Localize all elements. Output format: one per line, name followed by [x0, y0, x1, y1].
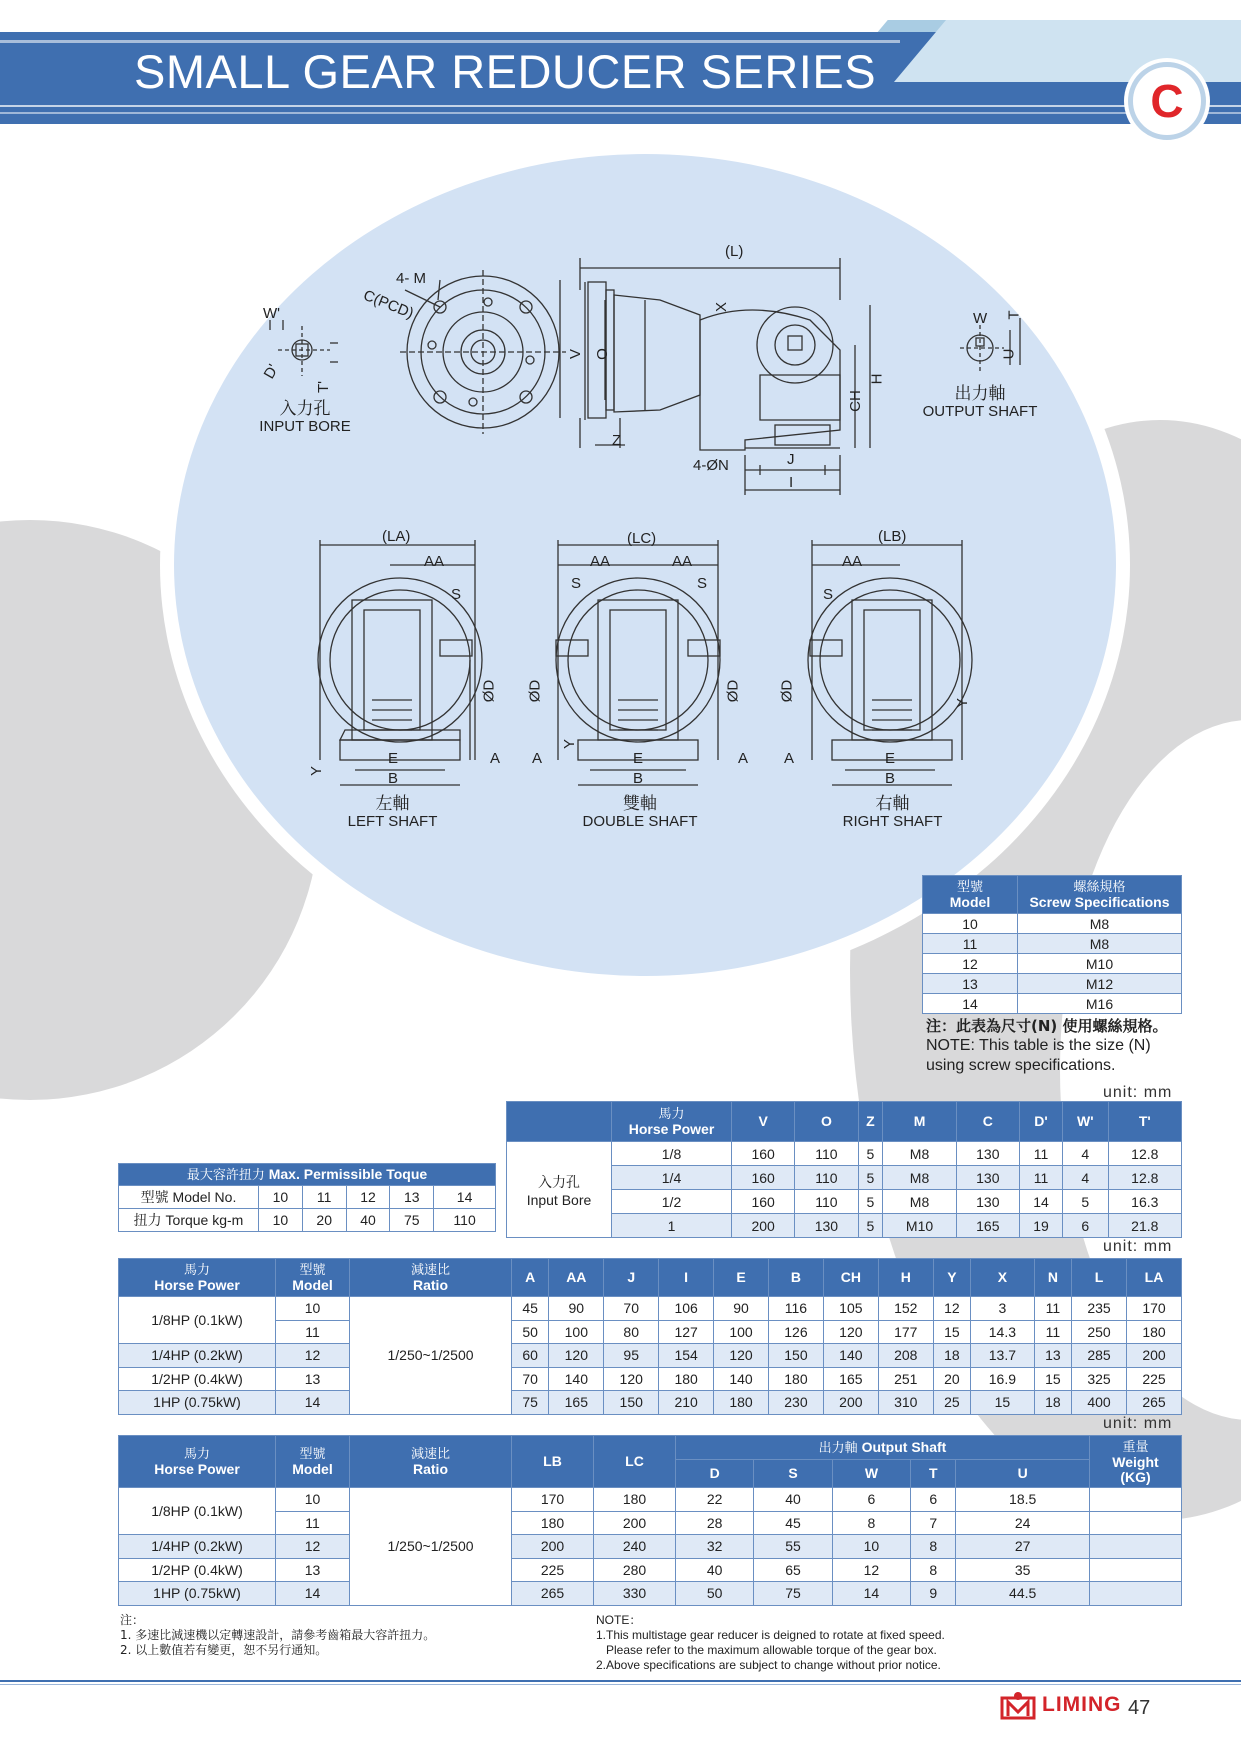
- table-row: 1/2HP (0.4kW) 13 225 280 40 65 12 8 35: [119, 1558, 1182, 1582]
- dim-s: S: [697, 575, 708, 592]
- col-aa: AA: [549, 1259, 604, 1297]
- caption-zh: 右軸: [875, 794, 910, 814]
- col-j: J: [604, 1259, 659, 1297]
- table-row: 1HP (0.75kW) 14 265 330 50 75 14 9 44.5: [119, 1582, 1182, 1606]
- col-ratio: 減速比 Ratio: [350, 1436, 512, 1488]
- dim-4n: 4-ØN: [693, 457, 729, 474]
- col-e: E: [714, 1259, 769, 1297]
- col-la: LA: [1127, 1259, 1182, 1297]
- dim-4m: 4- M: [396, 270, 426, 287]
- col-d1: D': [1019, 1102, 1062, 1142]
- dim-t: T: [1005, 310, 1023, 320]
- table-row: 10 M8: [923, 914, 1182, 934]
- dim-s: S: [451, 586, 462, 603]
- table-row: 13 M12: [923, 974, 1182, 994]
- caption-double-shaft: [575, 795, 705, 831]
- col-w: W: [832, 1460, 910, 1488]
- dim-d1: D': [260, 361, 283, 382]
- table-row: 1/4HP (0.2kW) 12 200 240 32 55 10 8 27: [119, 1535, 1182, 1559]
- dim-y: Y: [954, 697, 972, 709]
- dim-a: A: [738, 750, 749, 767]
- unit-label: unit: mm: [1103, 1238, 1173, 1255]
- table-row: 12 M10: [923, 954, 1182, 974]
- col-t: T: [911, 1460, 956, 1488]
- col-u: U: [956, 1460, 1090, 1488]
- row-label-input-bore: 入力孔 Input Bore: [507, 1142, 612, 1238]
- dim-s: S: [823, 586, 834, 603]
- col-z: Z: [858, 1102, 883, 1142]
- dim-aa: AA: [672, 553, 693, 570]
- screw-note-en-1: NOTE: This table is the size (N): [926, 1037, 1151, 1054]
- col-c: C: [956, 1102, 1019, 1142]
- note-line: 2. 以上數值若有變更，恕不另行通知。: [120, 1643, 328, 1657]
- dim-pcd: C(PCD): [360, 286, 416, 323]
- caption-zh: 左軸: [375, 794, 410, 814]
- dim-aa: AA: [842, 553, 863, 570]
- dimensions-table: [118, 1258, 1182, 1415]
- dim-y: Y: [308, 765, 326, 777]
- col-model: 型號 Model: [923, 876, 1018, 914]
- caption-en: RIGHT SHAFT: [842, 813, 943, 830]
- col-a: A: [512, 1259, 549, 1297]
- dim-b: B: [388, 770, 399, 787]
- col-v: V: [732, 1102, 795, 1142]
- col-ch: CH: [823, 1259, 878, 1297]
- right-shaft-drawing: [808, 540, 972, 785]
- col-horse-power: 馬力 Horse Power: [119, 1436, 276, 1488]
- torque-table: [118, 1163, 496, 1232]
- dim-v: V: [567, 348, 585, 360]
- section-tab: C: [1128, 62, 1206, 140]
- brand-logo: [1000, 1690, 1122, 1720]
- caption-zh: 出力軸: [954, 384, 1006, 404]
- dim-l: (L): [725, 243, 744, 260]
- col-y: Y: [933, 1259, 970, 1297]
- dim-aa: AA: [424, 553, 445, 570]
- dim-ch: CH: [846, 390, 864, 412]
- page-number: 47: [1128, 1697, 1151, 1719]
- col-model: 型號 Model: [276, 1436, 350, 1488]
- caption-left-shaft: [335, 795, 450, 831]
- note-head: 注：: [120, 1613, 145, 1627]
- dim-b: B: [633, 770, 644, 787]
- table-row: 11 50 100 80 127 100 126 120 177 15 14.3 11 250 180: [119, 1320, 1182, 1344]
- input-bore-table: [506, 1101, 1182, 1238]
- note-line: Please refer to the maximum allowable torque of the gear box.: [606, 1643, 937, 1657]
- dim-aa: AA: [590, 553, 611, 570]
- table-row: 入力孔 Input Bore 1/8 160 110 5 M8 130 11 4 12.8: [507, 1142, 1182, 1166]
- table-row: 型號 Model No. 10 11 12 13 14: [119, 1186, 496, 1209]
- col-h: H: [878, 1259, 933, 1297]
- note-line: 1.This multistage gear reducer is deigned to rotate at fixed speed.: [596, 1628, 945, 1642]
- col-w1: W': [1063, 1102, 1109, 1142]
- dim-phid: ØD: [526, 679, 544, 703]
- table-row: 1/4HP (0.2kW) 12 60 120 95 154 120 150 140 208 18 13.7 13 285 200: [119, 1344, 1182, 1368]
- col-blank: [507, 1102, 612, 1142]
- caption-en: LEFT SHAFT: [347, 813, 438, 830]
- screw-spec-table: [922, 875, 1182, 1014]
- dim-e: E: [388, 750, 399, 767]
- table-row: 扭力 Torque kg-m 10 20 40 75 110: [119, 1209, 496, 1232]
- unit-label: unit: mm: [1103, 1415, 1173, 1432]
- caption-right-shaft: [835, 795, 950, 831]
- col-model: 型號 Model: [276, 1259, 350, 1297]
- dim-o: O: [593, 348, 611, 360]
- caption-zh: 雙軸: [623, 794, 657, 814]
- dim-h: H: [868, 373, 886, 385]
- col-output-shaft: 出力軸 Output Shaft: [676, 1436, 1090, 1460]
- table-row: 1HP (0.75kW) 14 75 165 150 210 180 230 200 310 25 15 18 400 265: [119, 1391, 1182, 1415]
- dim-la: (LA): [382, 528, 411, 545]
- col-weight: 重量 Weight (KG): [1090, 1436, 1182, 1488]
- dim-w1: W': [263, 305, 281, 322]
- page-title: SMALL GEAR REDUCER SERIES: [134, 45, 877, 98]
- dim-a: A: [532, 750, 543, 767]
- caption-en: INPUT BORE: [259, 418, 351, 435]
- col-horse-power: 馬力 Horse Power: [119, 1259, 276, 1297]
- caption-en: OUTPUT SHAFT: [922, 403, 1038, 420]
- screw-note: [926, 1016, 1168, 1076]
- caption-output-shaft: [915, 385, 1045, 421]
- caption-en: DOUBLE SHAFT: [582, 813, 698, 830]
- col-lb: LB: [512, 1436, 594, 1488]
- table-row: 1 200 130 5 M10 165 19 6 21.8: [507, 1214, 1182, 1238]
- dim-i: I: [789, 474, 794, 491]
- col-b: B: [768, 1259, 823, 1297]
- dim-lb: (LB): [878, 528, 907, 545]
- col-s: S: [754, 1460, 832, 1488]
- table-row: 11 180 200 28 45 8 7 24: [119, 1511, 1182, 1535]
- caption-input-bore: [255, 400, 355, 436]
- dim-y: Y: [561, 738, 579, 750]
- dim-j: J: [787, 451, 795, 468]
- dim-w: W: [973, 310, 988, 327]
- dim-e: E: [885, 750, 896, 767]
- dim-u: U: [1000, 348, 1018, 360]
- output-shaft-drawing: [960, 318, 1020, 372]
- col-horse-power: 馬力 Horse Power: [612, 1102, 732, 1142]
- col-n: N: [1034, 1259, 1071, 1297]
- table-row: 1/8HP (0.1kW) 10 1/250~1/2500 170 180 22 40 6 6 18.5: [119, 1488, 1182, 1512]
- notes-english: [596, 1613, 945, 1673]
- note-line: 1. 多速比減速機以定轉速設計，請參考齒箱最大容許扭力。: [120, 1628, 436, 1642]
- col-o: O: [795, 1102, 858, 1142]
- note-head: NOTE：: [596, 1613, 642, 1627]
- flange-front-drawing: [400, 270, 566, 434]
- torque-table-title: 最大容許扭力 Max. Permissible Toque: [119, 1164, 496, 1186]
- dim-lc: (LC): [627, 530, 657, 547]
- dim-a: A: [784, 750, 795, 767]
- col-x: X: [971, 1259, 1035, 1297]
- table-row: 11 M8: [923, 934, 1182, 954]
- dim-x: X: [713, 301, 731, 313]
- table-row: 1/2HP (0.4kW) 13 70 140 120 180 140 180 165 251 20 16.9 15 325 225: [119, 1367, 1182, 1391]
- col-screw-spec: 螺絲規格 Screw Specifications: [1018, 876, 1182, 914]
- footer-rule: [0, 1684, 1241, 1685]
- dim-z: Z: [612, 432, 622, 449]
- dim-phid: ØD: [778, 679, 796, 703]
- brand-name: LIMING: [1042, 1693, 1122, 1716]
- dim-a: A: [490, 750, 501, 767]
- dim-t1: T': [315, 380, 333, 394]
- col-d: D: [676, 1460, 754, 1488]
- liming-logo-icon: [1000, 1690, 1036, 1720]
- dim-phid: ØD: [724, 679, 742, 703]
- col-i: I: [659, 1259, 714, 1297]
- unit-label: unit: mm: [1103, 1084, 1173, 1101]
- dim-s: S: [571, 575, 582, 592]
- col-lc: LC: [594, 1436, 676, 1488]
- left-shaft-drawing: [318, 540, 482, 785]
- output-shaft-table: [118, 1435, 1182, 1606]
- table-row: 1/4 160 110 5 M8 130 11 4 12.8: [507, 1166, 1182, 1190]
- dim-phid: ØD: [480, 679, 498, 703]
- col-m: M: [883, 1102, 956, 1142]
- notes-chinese: [120, 1613, 435, 1658]
- note-line: 2.Above specifications are subject to change without prior notice.: [596, 1658, 941, 1672]
- col-t1: T': [1108, 1102, 1181, 1142]
- screw-note-en-2: using screw specifications.: [926, 1057, 1116, 1074]
- dim-e: E: [633, 750, 644, 767]
- table-row: 14 M16: [923, 994, 1182, 1014]
- col-l: L: [1072, 1259, 1127, 1297]
- col-ratio: 減速比 Ratio: [350, 1259, 512, 1297]
- caption-zh: 入力孔: [279, 399, 331, 419]
- screw-note-zh: 注：此表為尺寸(N) 使用螺絲規格。: [926, 1017, 1168, 1035]
- table-row: 1/2 160 110 5 M8 130 14 5 16.3: [507, 1190, 1182, 1214]
- dim-b: B: [885, 770, 896, 787]
- footer-rule: [0, 1680, 1241, 1682]
- table-row: 1/8HP (0.1kW) 10 1/250~1/2500 45 90 70 106 90 116 105 152 12 3 11 235 170: [119, 1297, 1182, 1321]
